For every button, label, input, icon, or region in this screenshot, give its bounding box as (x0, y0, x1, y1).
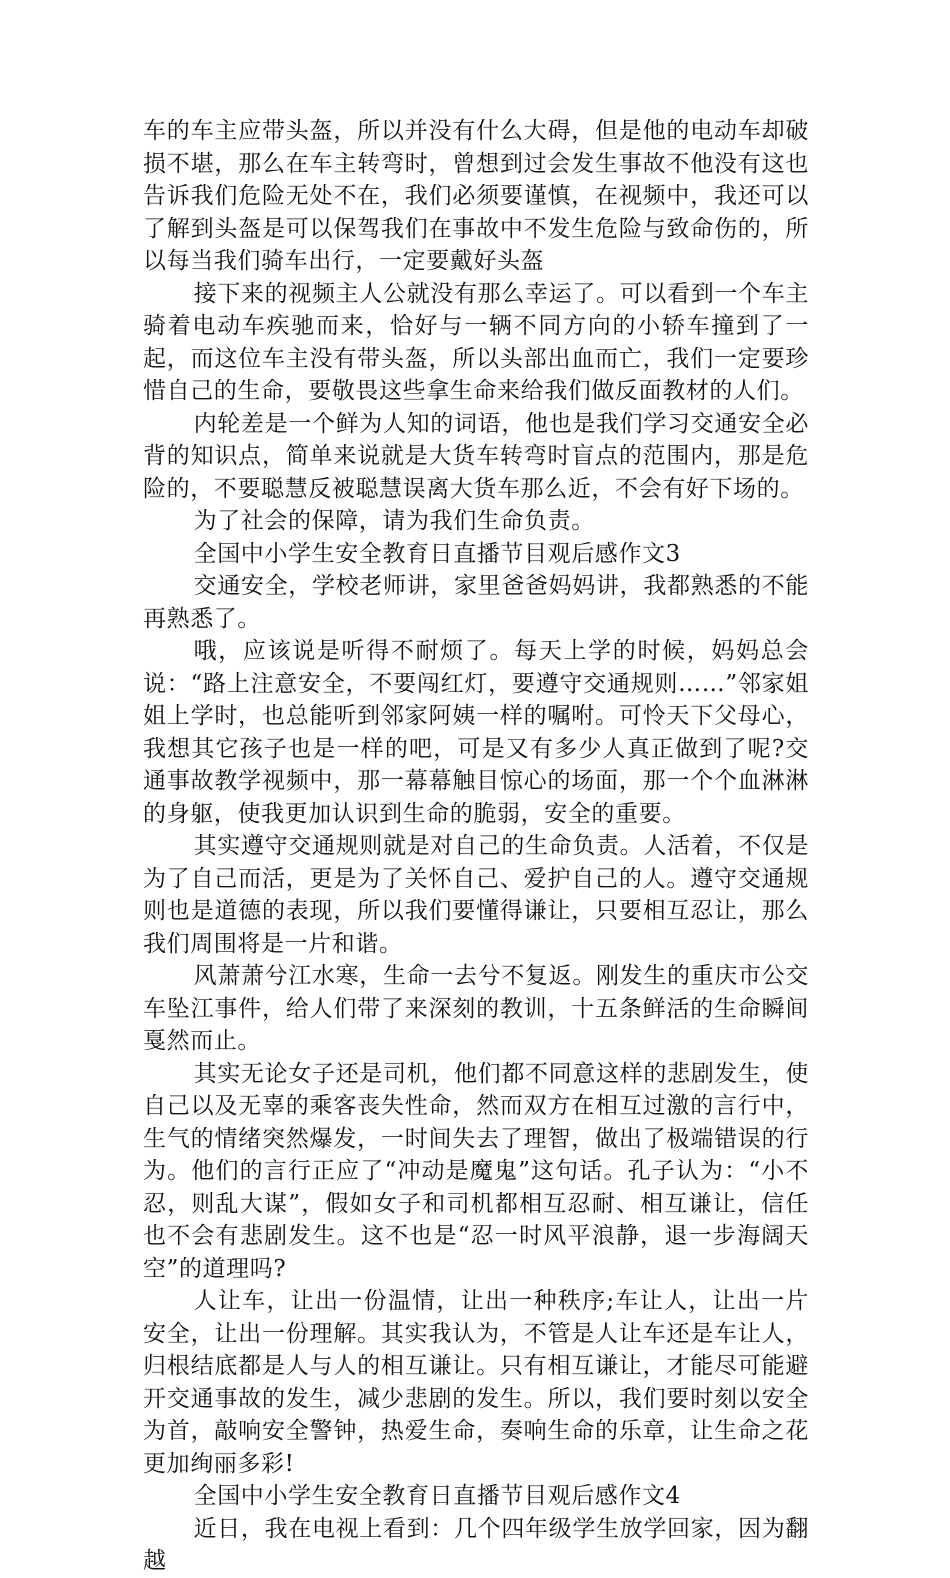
paragraph-mother-reminder: 哦，应该说是听得不耐烦了。每天上学的时候，妈妈总会说：“路上注意安全，不要闯红灯，要遵守交通规则……”邻家姐姐上学时，也总能听到邻家阿姨一样的嘱咐。可怜天下父母心，我想其它孩子也是一样的吧，可是又有多少人真正做到了呢?交通事故教学视频中，那一幕幕触目惊心的场面，那一个个血淋淋的身躯，使我更加认识到生命的脆弱，安全的重要。 (143, 638, 809, 827)
paragraph-mutual-yield: 人让车，让出一份温情，让出一种秩序;车让人，让出一片安全，让出一份理解。其实我认为，不管是人让车还是车让人，归根结底都是人与人的相互谦让。只有相互谦让，才能尽可能避开交通事故的发生，减少悲剧的发生。所以，我们要时刻以安全为首，敲响安全警钟，热爱生命，奏响生命的乐章，让生命之花更加绚丽多彩! (143, 1288, 809, 1477)
paragraph-social-guarantee: 为了社会的保障，请为我们生命负责。 (193, 508, 595, 534)
paragraph-bus-accident: 风萧萧兮江水寒，生命一去兮不复返。刚发生的重庆市公交车坠江事件，给人们带了来深刻的教训，十五条鲜活的生命瞬间戛然而止。 (143, 963, 809, 1054)
document-page (143, 115, 809, 1578)
paragraph-inner-wheel-difference: 内轮差是一个鲜为人知的词语，他也是我们学习交通安全必背的知识点，简单来说就是大货车转弯时盲点的范围内，那是危险的，不要聪慧反被聪慧误离大货车那么近，不会有好下场的。 (143, 410, 809, 502)
essay-3-title: 全国中小学生安全教育日直播节目观后感作文3 (193, 540, 681, 567)
paragraph-impulse: 其实无论女子还是司机，他们都不同意这样的悲剧发生，使自己以及无辜的乘客丧失性命，然而双方在相互过激的言行中，生气的情绪突然爆发，一时间失去了理智，做出了极端错误的行为。他们的言行正应了“冲动是魔鬼”这句话。孔子认为：“小不忍，则乱大谋”，假如女子和司机都相互忍耐、相互谦让，信任也不会有悲剧发生。这不也是“忍一时风平浪静，退一步海阔天空”的道理吗? (143, 1060, 809, 1282)
paragraph-video-protagonist: 接下来的视频主人公就没有那么幸运了。可以看到一个车主骑着电动车疾驰而来，恰好与一辆不同方向的小轿车撞到了一起，而这位车主没有带头盔，所以头部出血而亡，我们一定要珍惜自己的生命，要敬畏这些拿生命来给我们做反面教材的人们。 (143, 280, 809, 404)
paragraph-traffic-safety: 交通安全，学校老师讲，家里爸爸妈妈讲，我都熟悉的不能再熟悉了。 (143, 573, 809, 632)
paragraph-obey-rules: 其实遵守交通规则就是对自己的生命负责。人活着，不仅是为了自己而活，更是为了关怀自己、爱护自己的人。遵守交通规则也是道德的表现，所以我们要懂得谦让，只要相互忍让，那么我们周围将是一片和谐。 (143, 833, 809, 957)
paragraph-recent-news: 近日，我在电视上看到：几个四年级学生放学回家，因为翻越 (143, 1515, 809, 1574)
essay-4-title: 全国中小学生安全教育日直播节目观后感作文4 (193, 1483, 681, 1509)
paragraph-continuation: 车的车主应带头盔，所以并没有什么大碍，但是他的电动车却破损不堪，那么在车主转弯时，曾想到过会发生事故不他没有这也告诉我们危险无处不在，我们必须要谨慎，在视频中，我还可以了解到头盔是可以保驾我们在事故中不发生危险与致命伤的，所以每当我们骑车出行，一定要戴好头盔 (143, 118, 809, 274)
